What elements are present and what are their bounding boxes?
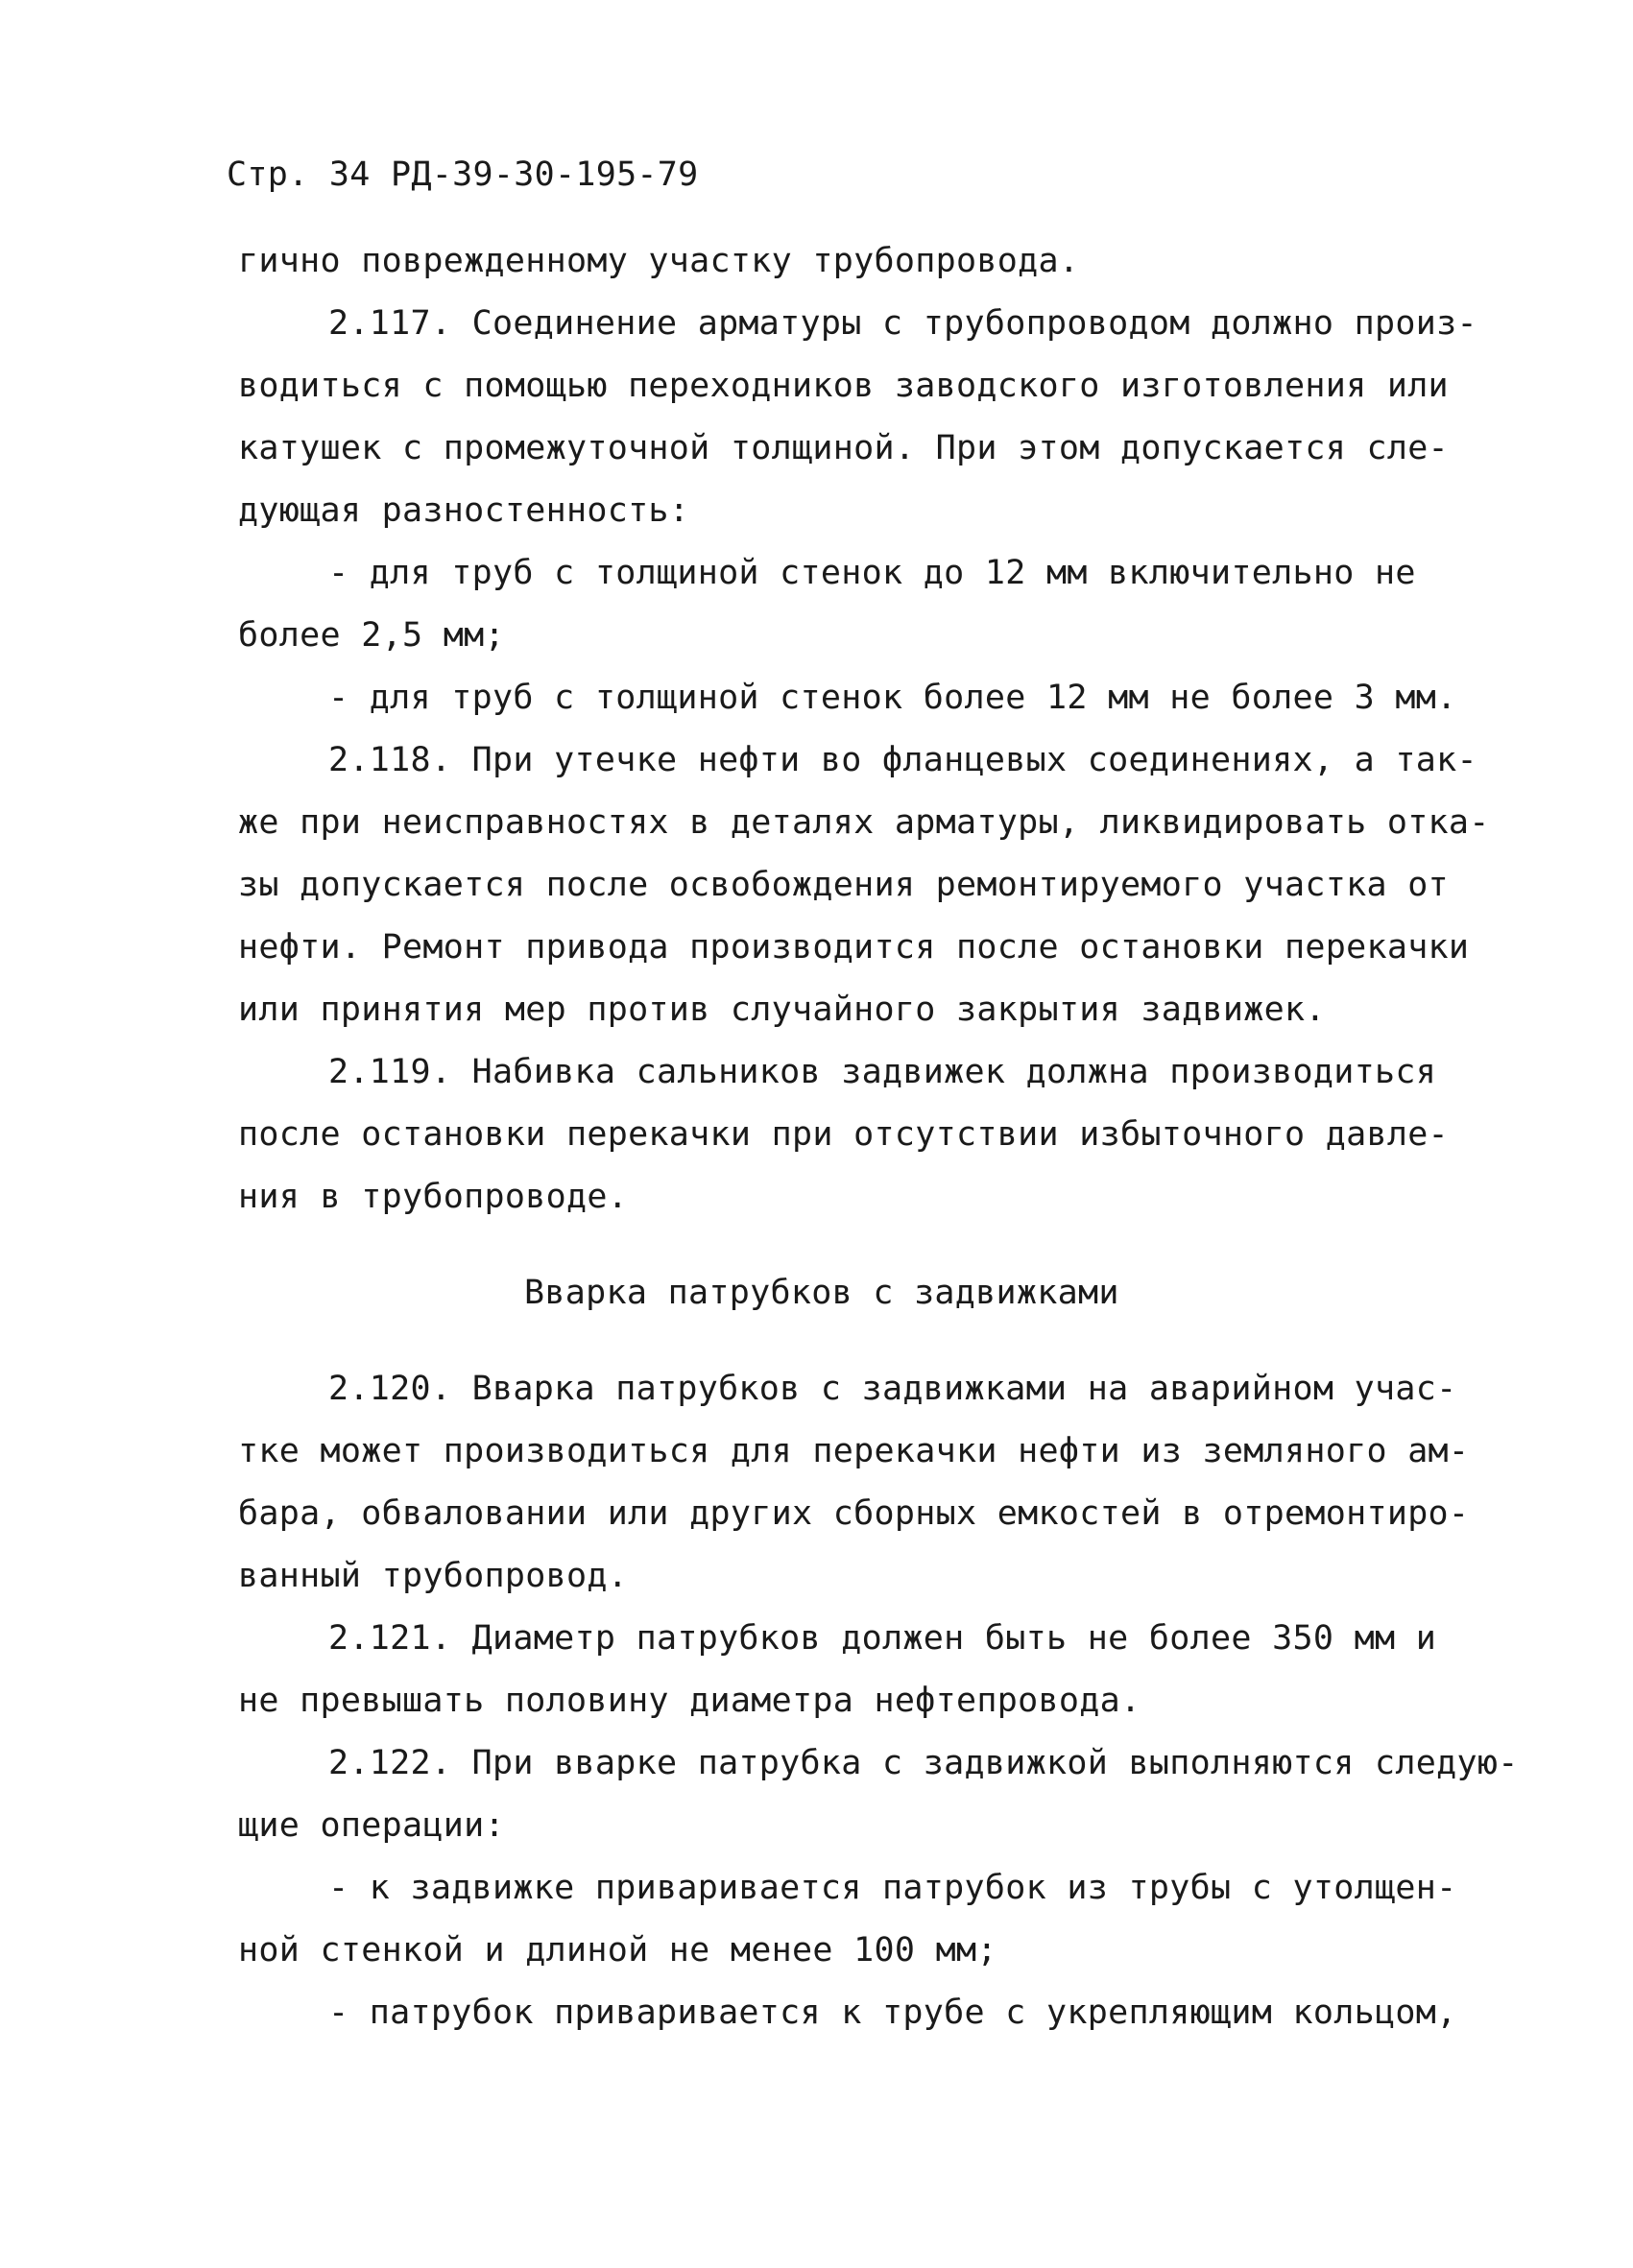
list-item: - к задвижке приваривается патрубок из трубы с утолщен- — [328, 1869, 1457, 1907]
text-line: водиться с помощью переходников заводского изготовления или — [238, 367, 1449, 405]
text-line: после остановки перекачки при отсутствии избыточного давле- — [238, 1115, 1449, 1154]
text-line: дующая разностенность: — [238, 491, 690, 530]
text-line: тке может производиться для перекачки нефти из земляного ам- — [238, 1432, 1470, 1470]
paragraph-2-118: 2.118. При утечке нефти во фланцевых соединениях, а так- — [328, 741, 1477, 779]
text-line: не превышать половину диаметра нефтепровода. — [238, 1682, 1141, 1720]
text-line: более 2,5 мм; — [238, 616, 505, 655]
text-line: зы допускается после освобождения ремонтируемого участка от — [238, 866, 1449, 904]
text-line: ванный трубопровод. — [238, 1557, 629, 1595]
paragraph-2-119: 2.119. Набивка сальников задвижек должна производиться — [328, 1053, 1437, 1091]
text-line: нефти. Ремонт привода производится после остановки перекачки — [238, 928, 1470, 967]
text-line: ной стенкой и длиной не менее 100 мм; — [238, 1931, 997, 1970]
list-item: - патрубок приваривается к трубе с укрепляющим кольцом, — [328, 1993, 1457, 2032]
text-line: катушек с промежуточной толщиной. При этом допускается сле- — [238, 429, 1449, 467]
text-line: же при неисправностях в деталях арматуры, ликвидировать отка- — [238, 803, 1490, 842]
list-item: - для труб с толщиной стенок более 12 мм не более 3 мм. — [328, 679, 1457, 717]
text-line: щие операции: — [238, 1806, 505, 1845]
paragraph-2-121: 2.121. Диаметр патрубков должен быть не более 350 мм и — [328, 1619, 1437, 1658]
page-header: Стр. 34 РД-39-30-195-79 — [227, 155, 699, 194]
text-line: бара, обваловании или других сборных емкостей в отремонтиро- — [238, 1494, 1470, 1533]
paragraph-2-122: 2.122. При вварке патрубка с задвижкой выполняются следую- — [328, 1744, 1519, 1782]
list-item: - для труб с толщиной стенок до 12 мм включительно не — [328, 554, 1416, 592]
paragraph-2-117: 2.117. Соединение арматуры с трубопроводом должно произ- — [328, 304, 1477, 343]
text-line: ния в трубопроводе. — [238, 1178, 629, 1216]
text-line: гично поврежденному участку трубопровода. — [238, 242, 1080, 280]
text-line: или принятия мер против случайного закрытия задвижек. — [238, 991, 1326, 1029]
paragraph-2-120: 2.120. Вварка патрубков с задвижками на аварийном учас- — [328, 1370, 1457, 1408]
section-title: Вварка патрубков с задвижками — [524, 1274, 1119, 1312]
